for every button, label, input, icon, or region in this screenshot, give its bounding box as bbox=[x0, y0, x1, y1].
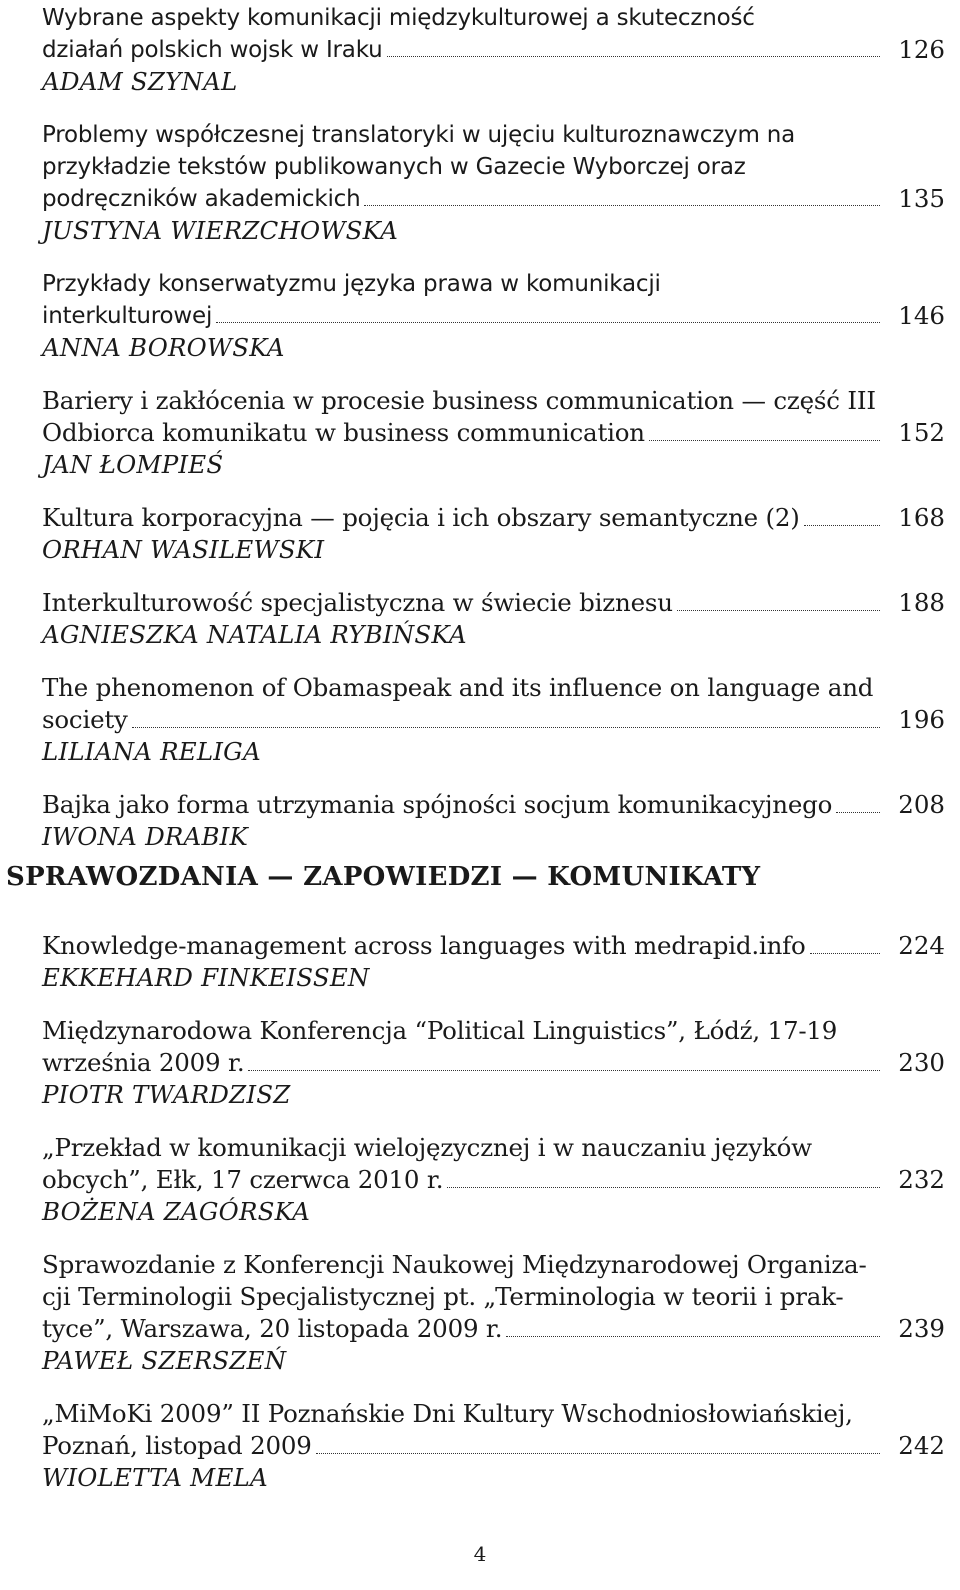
entry-title-line: Bariery i zakłócenia w procesie business communication — część III bbox=[42, 386, 876, 415]
entry-author: EKKEHARD FINKEISSEN bbox=[42, 963, 370, 992]
entry-page-number: 126 bbox=[898, 35, 945, 64]
entry-title-line: Knowledge-management across languages with medrapid.info bbox=[42, 930, 878, 962]
dot-leader bbox=[316, 1447, 880, 1454]
toc-entry bbox=[0, 1015, 960, 1111]
toc-entry bbox=[0, 2, 960, 98]
entry-title-line: Wybrane aspekty komunikacji międzykulturowej a skuteczność bbox=[42, 5, 755, 31]
dot-leader bbox=[216, 316, 880, 323]
entry-page-number: 152 bbox=[898, 418, 945, 447]
entry-title-line: cji Terminologii Specjalistycznej pt. „Terminologia w teorii i prak- bbox=[42, 1282, 844, 1311]
entry-title bbox=[42, 587, 878, 619]
entry-author: IWONA DRABIK bbox=[42, 822, 249, 851]
entry-title-line: obcych”, Ełk, 17 czerwca 2010 r. bbox=[42, 1164, 878, 1196]
toc-reports bbox=[0, 930, 960, 1515]
entry-author: BOŻENA ZAGÓRSKA bbox=[42, 1197, 310, 1226]
toc-entry bbox=[0, 1249, 960, 1377]
entry-author: JAN ŁOMPIEŚ bbox=[42, 450, 224, 479]
footer-page-number: 4 bbox=[473, 1542, 487, 1566]
entry-title bbox=[42, 385, 878, 449]
entry-title bbox=[42, 930, 878, 962]
entry-title bbox=[42, 119, 878, 215]
toc-entry bbox=[0, 672, 960, 768]
entry-title-line: society bbox=[42, 704, 878, 736]
entry-title-line: Problemy współczesnej translatoryki w ujęciu kulturoznawczym na bbox=[42, 122, 796, 148]
entry-title bbox=[42, 672, 878, 736]
toc-entry bbox=[0, 502, 960, 566]
entry-page-number: 196 bbox=[898, 705, 945, 734]
entry-title-line: Interkulturowość specjalistyczna w świecie biznesu bbox=[42, 587, 878, 619]
dot-leader bbox=[836, 806, 880, 813]
dot-leader bbox=[364, 199, 880, 206]
dot-leader bbox=[447, 1181, 880, 1188]
entry-title-line: Poznań, listopad 2009 bbox=[42, 1430, 878, 1462]
entry-author: WIOLETTA MELA bbox=[42, 1463, 268, 1492]
entry-title-line: Międzynarodowa Konferencja “Political Linguistics”, Łódź, 17-19 bbox=[42, 1016, 838, 1045]
toc-entry bbox=[0, 119, 960, 247]
dot-leader bbox=[506, 1330, 880, 1337]
toc-articles bbox=[0, 2, 960, 874]
dot-leader bbox=[649, 434, 880, 441]
entry-title bbox=[42, 1015, 878, 1079]
entry-title bbox=[42, 1132, 878, 1196]
entry-page-number: 224 bbox=[898, 931, 945, 960]
toc-entry bbox=[0, 1398, 960, 1494]
toc-entry bbox=[0, 930, 960, 994]
dot-leader bbox=[677, 604, 880, 611]
toc-entry bbox=[0, 385, 960, 481]
entry-page-number: 230 bbox=[898, 1048, 945, 1077]
toc-entry bbox=[0, 789, 960, 853]
entry-title-line: „MiMoKi 2009” II Poznańskie Dni Kultury Wschodniosłowiańskiej, bbox=[42, 1399, 853, 1428]
entry-author: ORHAN WASILEWSKI bbox=[42, 535, 325, 564]
entry-title bbox=[42, 1398, 878, 1462]
entry-title bbox=[42, 789, 878, 821]
dot-leader bbox=[387, 50, 881, 57]
dot-leader bbox=[248, 1064, 880, 1071]
entry-title-line: września 2009 r. bbox=[42, 1047, 878, 1079]
entry-title-line: przykładzie tekstów publikowanych w Gazecie Wyborczej oraz bbox=[42, 154, 746, 180]
entry-title-line: działań polskich wojsk w Iraku bbox=[42, 34, 878, 66]
entry-title-line: The phenomenon of Obamaspeak and its influence on language and bbox=[42, 673, 874, 702]
entry-author: JUSTYNA WIERZCHOWSKA bbox=[42, 216, 399, 245]
entry-title bbox=[42, 2, 878, 66]
entry-title-line: Odbiorca komunikatu w business communication bbox=[42, 417, 878, 449]
entry-author: LILIANA RELIGA bbox=[42, 737, 261, 766]
toc-entry bbox=[0, 1132, 960, 1228]
entry-author: ANNA BOROWSKA bbox=[42, 333, 285, 362]
entry-page-number: 135 bbox=[898, 184, 945, 213]
entry-page-number: 232 bbox=[898, 1165, 945, 1194]
entry-page-number: 208 bbox=[898, 790, 945, 819]
entry-title-line: interkulturowej bbox=[42, 300, 878, 332]
dot-leader bbox=[132, 721, 880, 728]
entry-author: ADAM SZYNAL bbox=[42, 67, 238, 96]
entry-page-number: 239 bbox=[898, 1314, 945, 1343]
entry-title-line: Bajka jako forma utrzymania spójności socjum komunikacyjnego bbox=[42, 789, 878, 821]
entry-title-line: Przykłady konserwatyzmu języka prawa w komunikacji bbox=[42, 271, 661, 297]
entry-page-number: 242 bbox=[898, 1431, 945, 1460]
dot-leader bbox=[804, 519, 880, 526]
entry-author: PIOTR TWARDZISZ bbox=[42, 1080, 291, 1109]
entry-page-number: 168 bbox=[898, 503, 945, 532]
entry-title-line: Kultura korporacyjna — pojęcia i ich obszary semantyczne (2) bbox=[42, 502, 878, 534]
entry-author: AGNIESZKA NATALIA RYBIŃSKA bbox=[42, 620, 467, 649]
section-heading: SPRAWOZDANIA — ZAPOWIEDZI — KOMUNIKATY bbox=[6, 862, 761, 892]
dot-leader bbox=[810, 947, 880, 954]
entry-title bbox=[42, 502, 878, 534]
entry-page-number: 146 bbox=[898, 301, 945, 330]
entry-title-line: Sprawozdanie z Konferencji Naukowej Międzynarodowej Organiza- bbox=[42, 1250, 867, 1279]
entry-page-number: 188 bbox=[898, 588, 945, 617]
entry-title-line: tyce”, Warszawa, 20 listopada 2009 r. bbox=[42, 1313, 878, 1345]
entry-title bbox=[42, 268, 878, 332]
entry-title-line: „Przekład w komunikacji wielojęzycznej i w nauczaniu języków bbox=[42, 1133, 812, 1162]
entry-author: PAWEŁ SZERSZEŃ bbox=[42, 1346, 287, 1375]
toc-entry bbox=[0, 268, 960, 364]
entry-title-line: podręczników akademickich bbox=[42, 183, 878, 215]
toc-entry bbox=[0, 587, 960, 651]
entry-title bbox=[42, 1249, 878, 1345]
